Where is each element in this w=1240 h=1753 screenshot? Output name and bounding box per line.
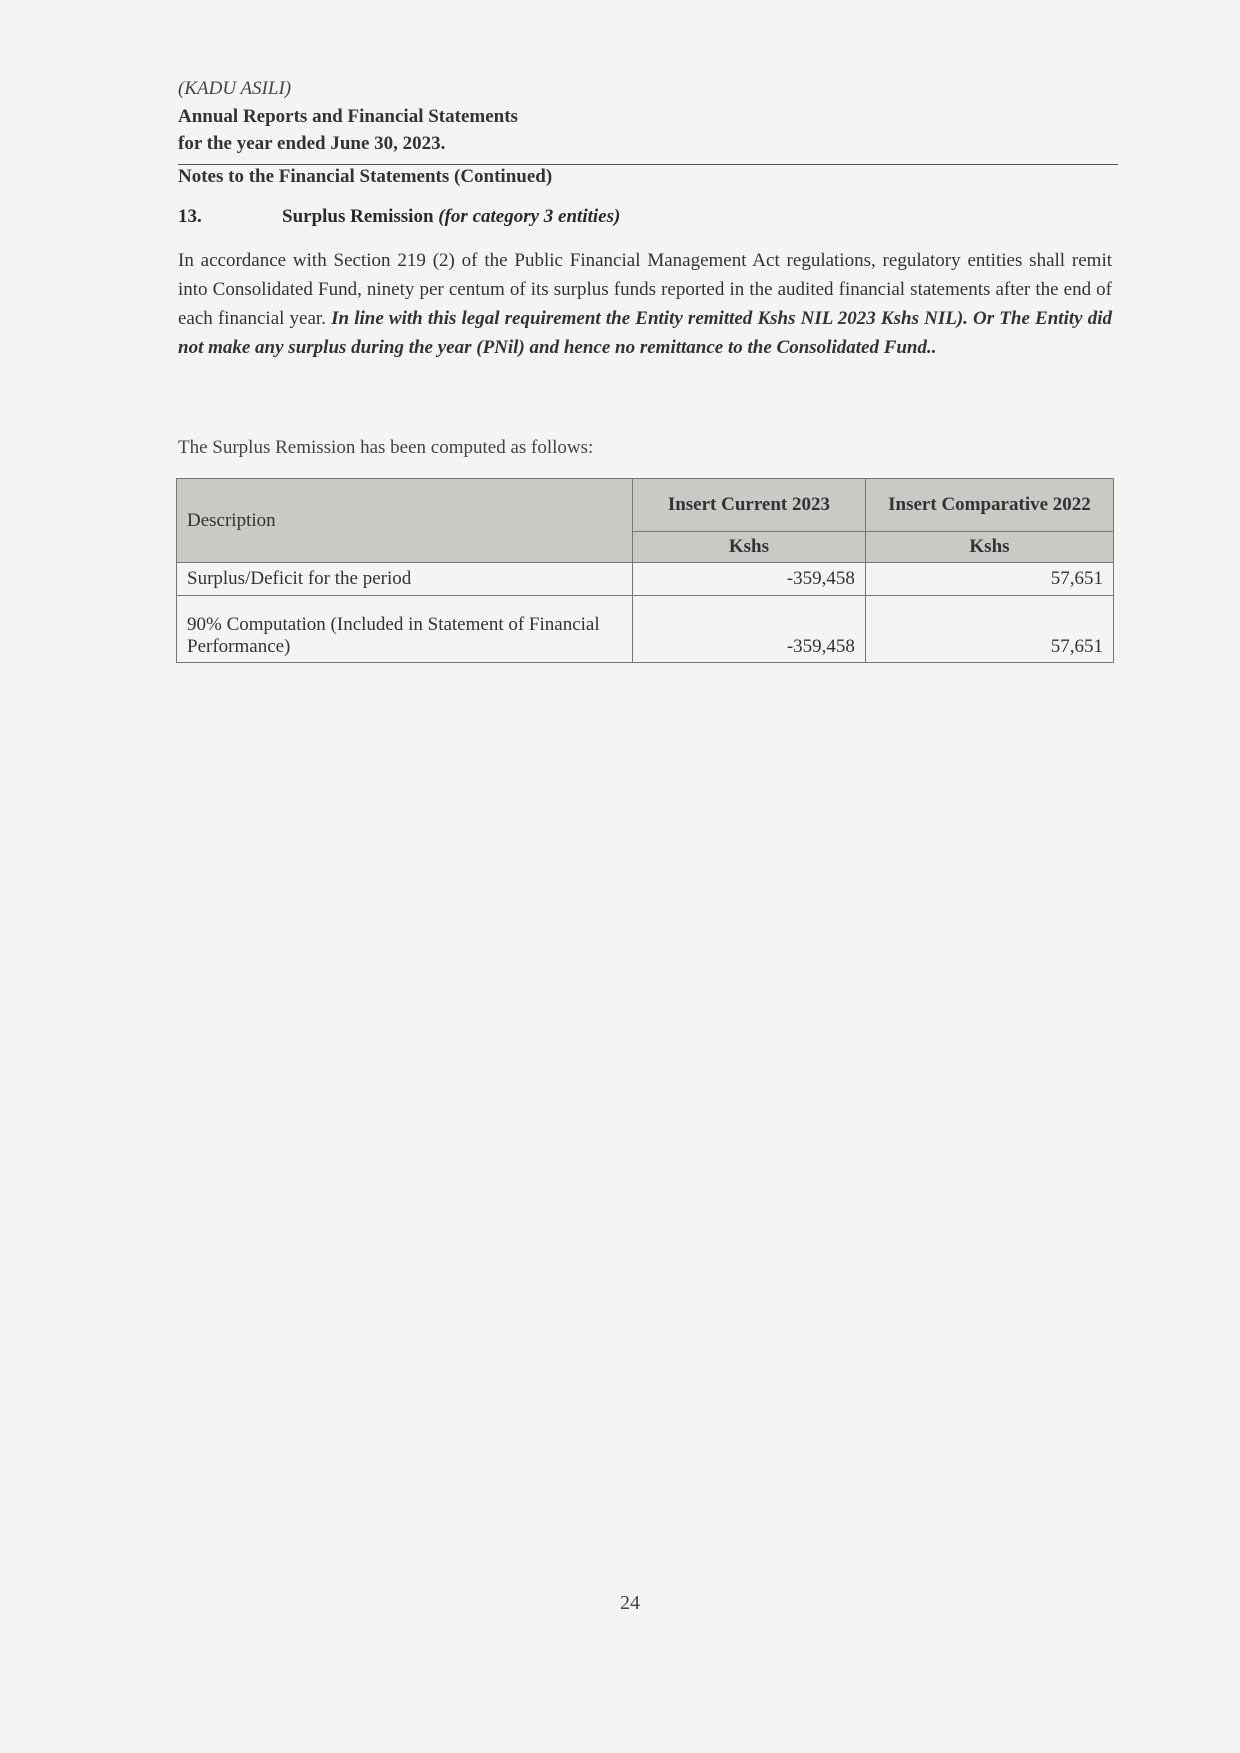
row-comparative-value: 57,651 <box>865 563 1113 596</box>
header-description: Description <box>177 479 633 563</box>
section-paragraph <box>178 246 1112 362</box>
row-description: Surplus/Deficit for the period <box>177 563 633 596</box>
section-qualifier: (for category 3 entities) <box>438 206 621 227</box>
row-current-value: -359,458 <box>632 596 865 663</box>
row-description: 90% Computation (Included in Statement of Financial Performance) <box>177 596 633 663</box>
header-currency-current: Kshs <box>632 532 865 563</box>
surplus-remission-table <box>176 478 1114 663</box>
table-header-row <box>177 479 1114 532</box>
notes-heading: Notes to the Financial Statements (Continued) <box>178 166 553 187</box>
report-period: for the year ended June 30, 2023. <box>178 133 446 154</box>
section-title <box>282 206 620 228</box>
table-row <box>177 563 1114 596</box>
header-comparative: Insert Comparative 2022 <box>865 479 1113 532</box>
section-number: 13. <box>178 206 202 227</box>
paragraph-emphasis: In line with this legal requirement the Entity remitted Kshs NIL 2023 Kshs NIL). Or The Entity did not make any surplus during the year (PNil) and hence no remittance to the Consolidated Fund.. <box>178 308 1112 358</box>
header-currency-comparative: Kshs <box>865 532 1113 563</box>
computed-intro: The Surplus Remission has been computed as follows: <box>178 437 594 458</box>
table-row <box>177 596 1114 663</box>
section-title-text: Surplus Remission <box>282 206 434 227</box>
entity-name: (KADU ASILI) <box>178 78 292 99</box>
paragraph-plain: In accordance with Section 219 (2) of the Public Financial Management Act regulations, regulatory entities shall remit into Consolidated Fund, ninety per centum of its surplus funds reported in the audited financial statements after the end of each financial year. <box>178 250 1112 329</box>
header-current: Insert Current 2023 <box>632 479 865 532</box>
page-number: 24 <box>620 1592 640 1614</box>
row-current-value: -359,458 <box>632 563 865 596</box>
report-title: Annual Reports and Financial Statements <box>178 106 518 127</box>
row-comparative-value: 57,651 <box>865 596 1113 663</box>
